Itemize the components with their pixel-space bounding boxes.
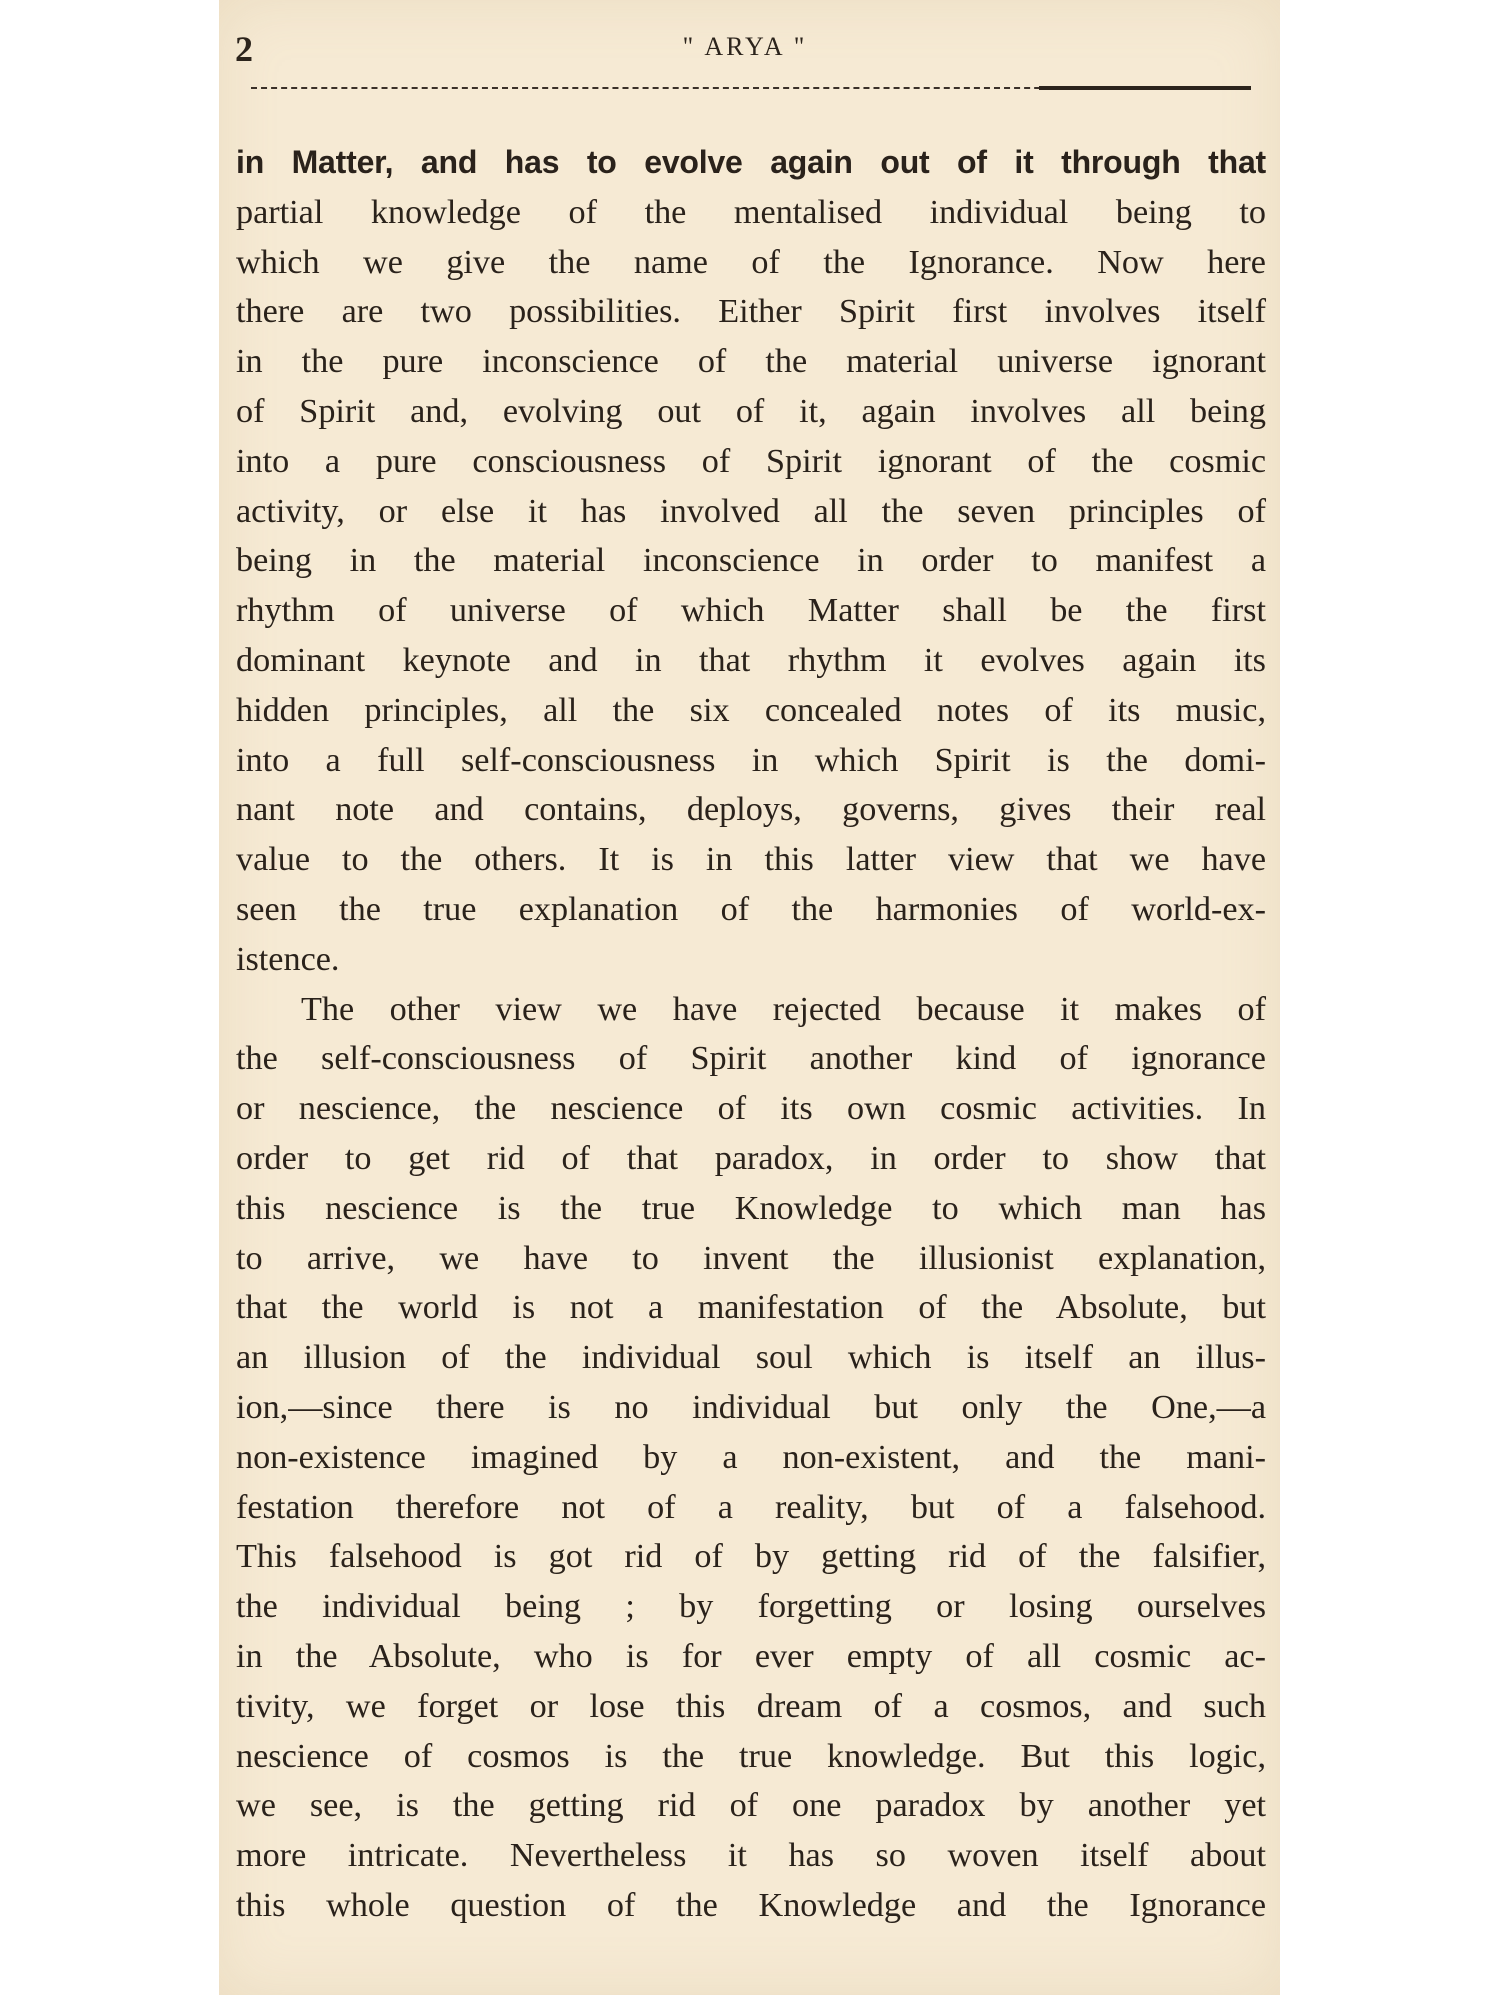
text-line: this nescience is the true Knowledge to which man has <box>236 1189 1266 1227</box>
text-line: nant note and contains, deploys, governs, gives their real <box>236 791 1266 829</box>
text-line: this whole question of the Knowledge and the Ignorance <box>236 1886 1266 1924</box>
text-line: that the world is not a manifestation of the Absolute, but <box>236 1289 1266 1327</box>
text-line: hidden principles, all the six concealed notes of its music, <box>236 691 1266 729</box>
text-line: in the pure inconscience of the material universe ignorant <box>236 343 1266 381</box>
text-line: seen the true explanation of the harmonies of world-ex- <box>236 890 1266 928</box>
text-line: into a pure consciousness of Spirit ignorant of the cosmic <box>236 442 1266 480</box>
text-line: This falsehood is got rid of by getting rid of the falsifier, <box>236 1538 1266 1576</box>
text-line: there are two possibilities. Either Spirit first involves itself <box>236 293 1266 331</box>
text-line: partial knowledge of the mentalised individual being to <box>236 193 1266 231</box>
text-line: the individual being ; by forgetting or losing ourselves <box>236 1588 1266 1626</box>
text-line: ion,—since there is no individual but only the One,—a <box>236 1388 1266 1426</box>
text-line: being in the material inconscience in order to manifest a <box>236 542 1266 580</box>
text-line: nescience of cosmos is the true knowledge. But this logic, <box>236 1737 1266 1775</box>
text-line: an illusion of the individual soul which is itself an illus- <box>236 1339 1266 1377</box>
text-line: of Spirit and, evolving out of it, again involves all being <box>236 392 1266 430</box>
header-rule-heavy <box>1039 86 1251 90</box>
text-line: value to the others. It is in this latter view that we have <box>236 841 1266 879</box>
book-page <box>219 0 1280 1995</box>
text-line: order to get rid of that paradox, in order to show that <box>236 1139 1266 1177</box>
text-line: The other view we have rejected because it makes of <box>301 990 1266 1028</box>
text-line: in the Absolute, who is for ever empty of all cosmic ac- <box>236 1637 1266 1675</box>
page-number: 2 <box>235 29 253 69</box>
text-line: activity, or else it has involved all the seven principles of <box>236 492 1266 530</box>
text-line: dominant keynote and in that rhythm it evolves again its <box>236 641 1266 679</box>
text-line: the self-consciousness of Spirit another kind of ignorance <box>236 1040 1266 1078</box>
text-line: or nescience, the nescience of its own cosmic activities. In <box>236 1090 1266 1128</box>
text-line: rhythm of universe of which Matter shall be the first <box>236 592 1266 630</box>
text-line: to arrive, we have to invent the illusionist explanation, <box>236 1239 1266 1277</box>
running-title: " ARYA " <box>682 32 808 61</box>
text-line: tivity, we forget or lose this dream of a cosmos, and such <box>236 1687 1266 1725</box>
text-line: more intricate. Nevertheless it has so woven itself about <box>236 1837 1266 1875</box>
text-line: festation therefore not of a reality, but of a falsehood. <box>236 1488 1266 1526</box>
text-line: non-existence imagined by a non-existent, and the mani- <box>236 1438 1266 1476</box>
text-line: in Matter, and has to evolve again out of it through that <box>236 144 1266 180</box>
text-line: we see, is the getting rid of one paradox by another yet <box>236 1787 1266 1825</box>
page-header <box>235 28 1255 78</box>
body-text <box>236 138 1266 1931</box>
text-line: istence. <box>236 940 340 978</box>
text-line: which we give the name of the Ignorance. Now here <box>236 243 1266 281</box>
text-line: into a full self-consciousness in which Spirit is the domi- <box>236 741 1266 779</box>
